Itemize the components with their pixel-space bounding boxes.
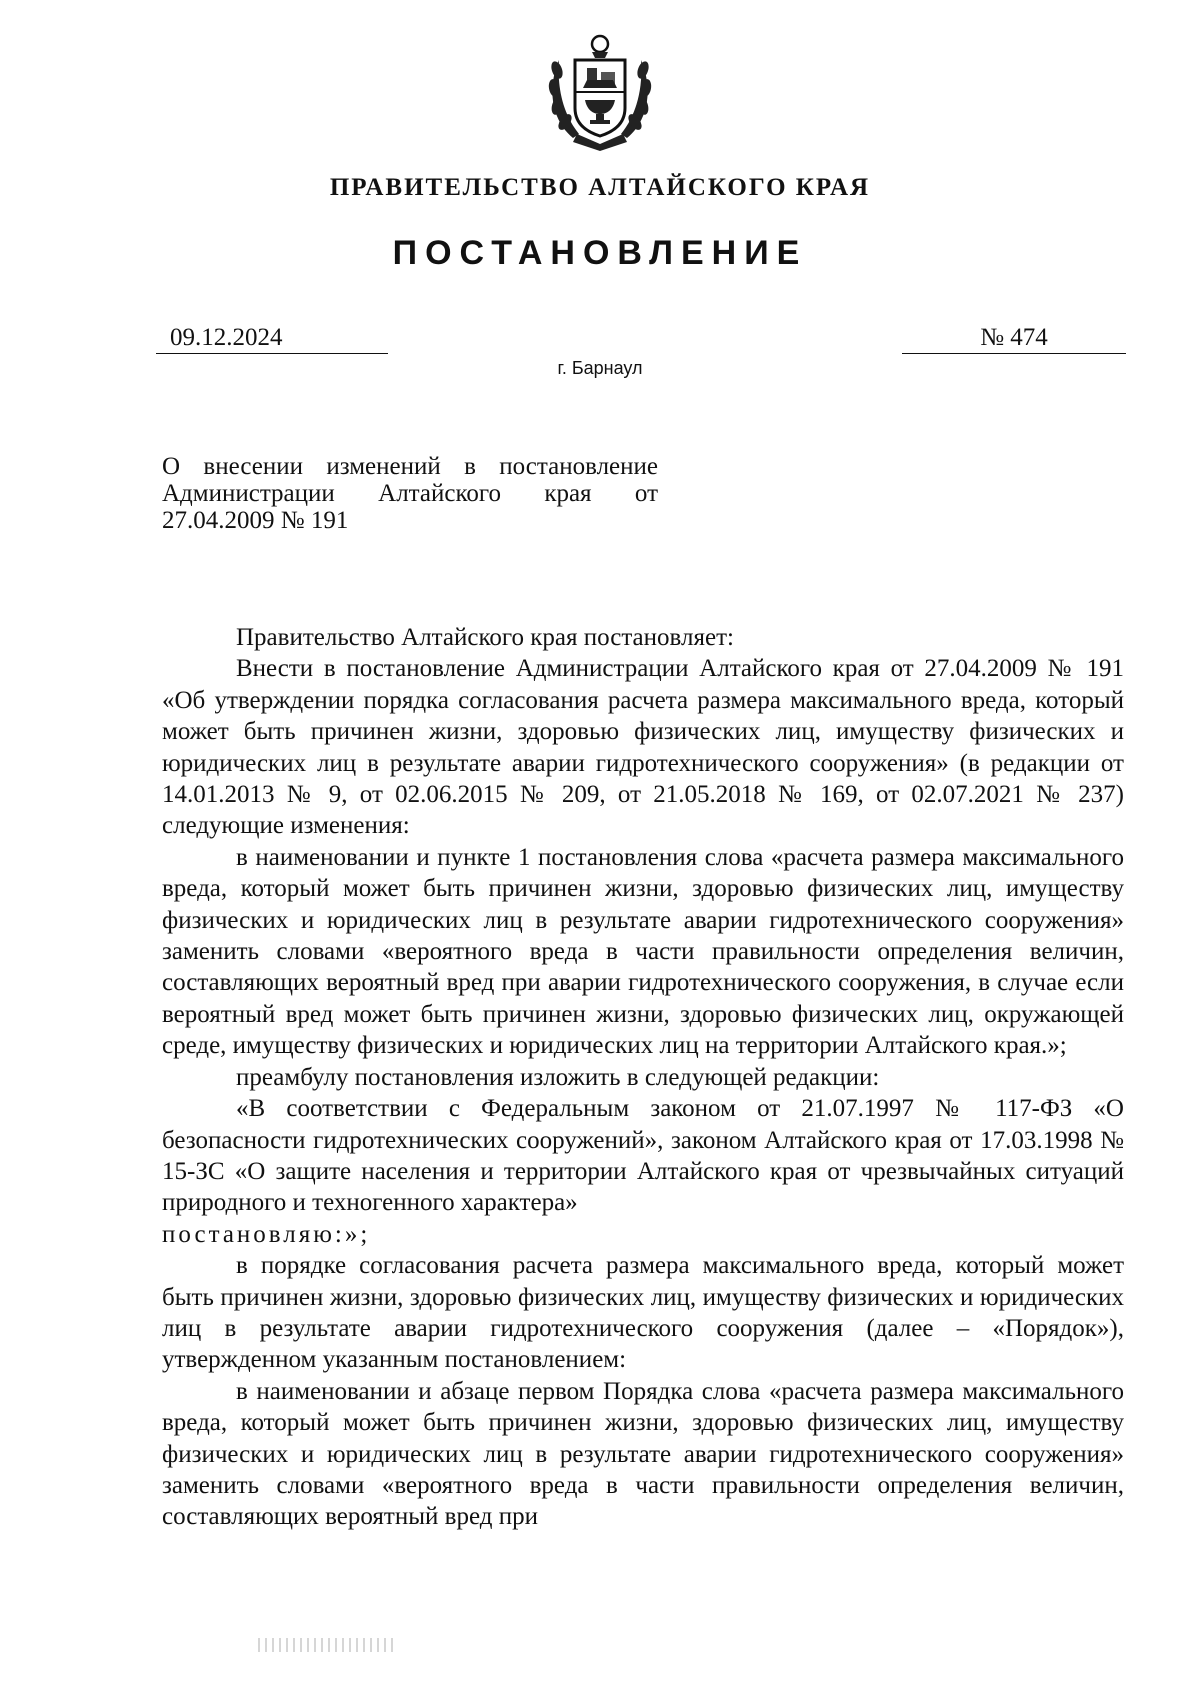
subject-line-1: О внесении изменений в постановление: [162, 453, 658, 480]
document-type-title: ПОСТАНОВЛЕНИЕ: [392, 234, 808, 272]
document-body: [162, 622, 1124, 1533]
document-subject: [162, 453, 658, 534]
body-paragraph-order: в порядке согласования расчета размера максимального вреда, который может быть причинен жизни, здоровью физических лиц, имуществу физических и юридических лиц в результате аварии гидротехнического сооружения (далее – «Порядок»), утвержденном указанным постановлением:: [162, 1252, 1124, 1374]
preamble-resolves: постановляю:»;: [162, 1220, 371, 1248]
body-paragraph-amend: Внести в постановление Администрации Алтайского края от 27.04.2009 № 191 «Об утверждении порядка согласования расчета размера максимального вреда, который может быть причинен жизни, здоровью физических лиц, имуществу физических и юридических лиц в результате аварии гидротехнического сооружения» (в редакции от 14.01.2013 № 9, от 02.06.2015 № 209, от 21.05.2018 № 169, от 02.07.2021 № 237) следующие изменения:: [162, 655, 1124, 840]
coat-of-arms-emblem: [543, 30, 657, 152]
body-paragraph-title-change: в наименовании и пункте 1 постановления слова «расчета размера максимального вреда, который может быть причинен жизни, здоровью физических лиц, имуществу физических и юридических лиц в результате аварии гидротехнического сооружения» заменить словами «вероятного вреда в части правильности определения величин, составляющих вероятный вред при аварии гидротехнического сооружения, в случае если вероятный вред может быть причинен жизни, здоровью физических лиц, окружающей среде, имуществу физических и юридических лиц на территории Алтайского края.»;: [162, 843, 1124, 1060]
document-city: г. Барнаул: [557, 358, 643, 378]
subject-line-2: Администрации Алтайского края от: [162, 480, 658, 507]
body-paragraph-resolves: Правительство Алтайского края постановляет:: [236, 624, 734, 651]
preamble-text: «В соответствии с Федеральным законом от 21.07.1997 № 117-ФЗ «О безопасности гидротехнических сооружений», законом Алтайского края от 17.03.1998 № 15-ЗС «О защите населения и территории Алтайского края от чрезвычайных ситуаций природного и техногенного характера»: [162, 1095, 1124, 1217]
body-paragraph-preamble: преамбулу постановления изложить в следующей редакции:: [236, 1063, 880, 1091]
document-date: 09.12.2024: [156, 323, 388, 354]
body-paragraph-preamble-text: [162, 1093, 1124, 1250]
scan-artifact: [258, 1638, 398, 1652]
subject-line-3: 27.04.2009 № 191: [162, 507, 349, 534]
body-paragraph-order-title: в наименовании и абзаце первом Порядка слова «расчета размера максимального вреда, который может быть причинен жизни, здоровью физических лиц, имуществу физических и юридических лиц в результате аварии гидротехнического сооружения» заменить словами «вероятного вреда в части правильности определения величин, составляющих вероятный вред при: [162, 1377, 1124, 1531]
document-number: № 474: [902, 323, 1126, 354]
organization-name: ПРАВИТЕЛЬСТВО АЛТАЙСКОГО КРАЯ: [329, 174, 871, 201]
